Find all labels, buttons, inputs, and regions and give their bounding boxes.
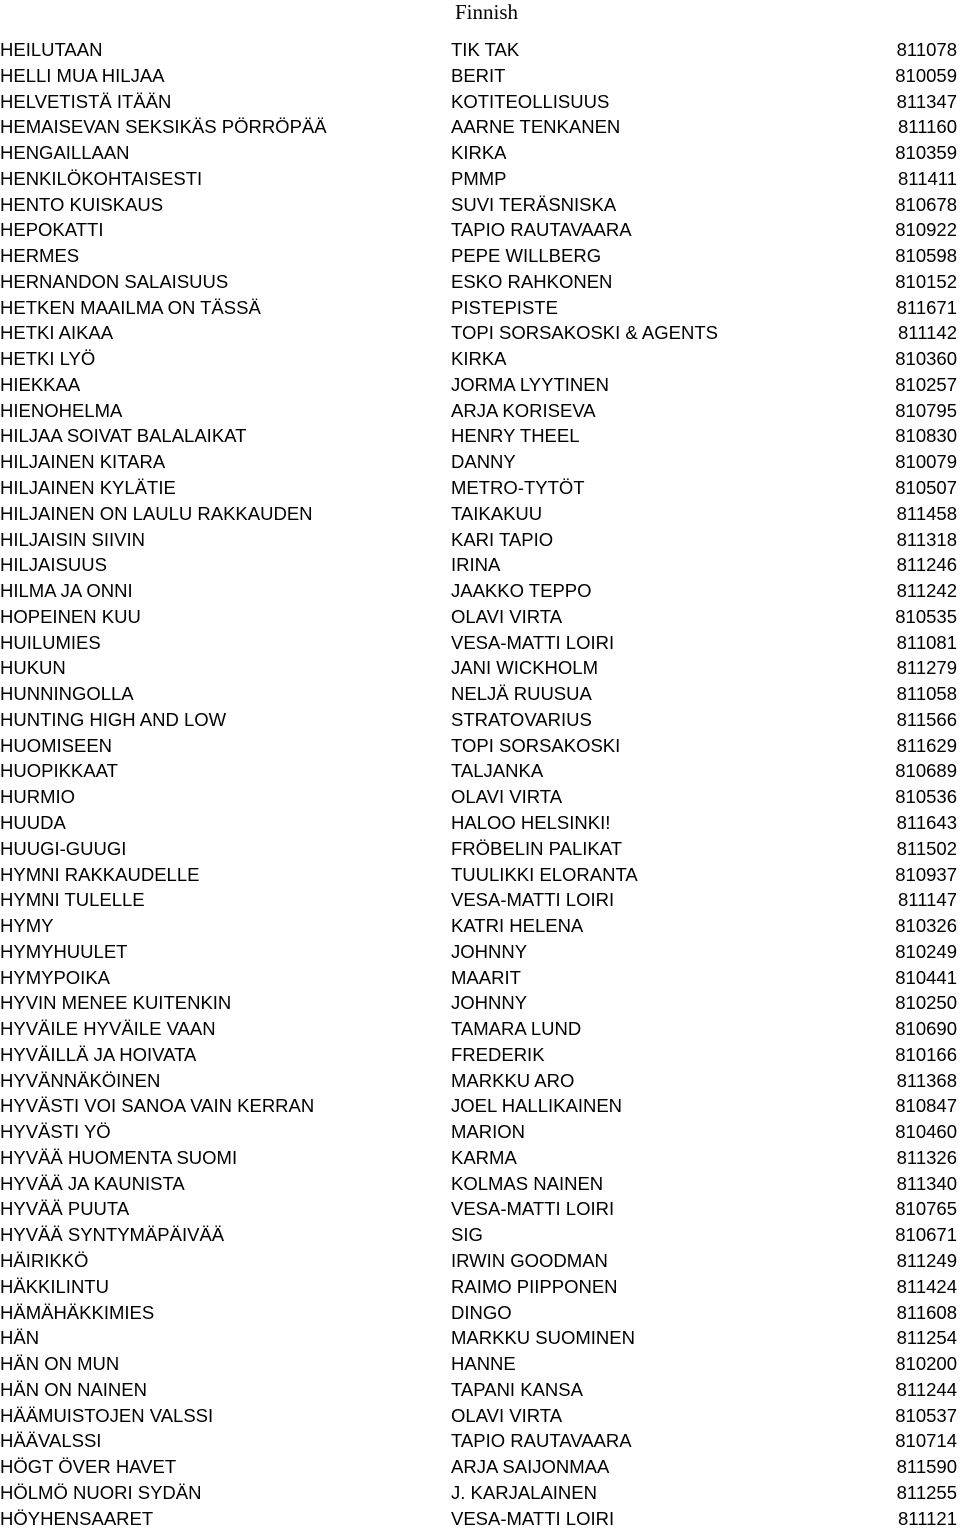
song-row [0, 1068, 960, 1094]
song-title: HYVÄÄ JA KAUNISTA [0, 1172, 185, 1194]
song-artist: MARKKU ARO [451, 1069, 575, 1091]
song-code: 810598 [895, 245, 957, 267]
song-artist: SUVI TERÄSNISKA [451, 193, 617, 215]
song-title: HYMYPOIKA [0, 966, 110, 988]
song-title: HÄKKILINTU [0, 1275, 109, 1297]
song-artist: KARI TAPIO [451, 528, 554, 550]
page-title: Finnish [454, 0, 519, 24]
song-row [0, 1480, 960, 1506]
song-code: 810200 [895, 1353, 957, 1375]
song-title: HEPOKATTI [0, 219, 104, 241]
song-row [0, 1274, 960, 1300]
song-code: 811326 [896, 1146, 957, 1168]
song-code: 810326 [895, 915, 957, 937]
song-row [0, 1171, 960, 1197]
song-row [0, 1325, 960, 1351]
song-title: HUKUN [0, 657, 66, 679]
song-artist: TIK TAK [451, 39, 520, 60]
song-artist: KIRKA [451, 348, 507, 370]
song-row [0, 1300, 960, 1326]
song-code: 811318 [896, 528, 957, 550]
song-title: HÄN ON MUN [0, 1353, 120, 1375]
song-code: 810460 [895, 1121, 957, 1143]
song-row [0, 1222, 960, 1248]
song-title: HIEKKAA [0, 373, 81, 395]
song-title: HETKEN MAAILMA ON TÄSSÄ [0, 296, 261, 318]
song-code: 811244 [896, 1378, 957, 1400]
song-code: 810507 [895, 477, 957, 499]
song-artist: IRWIN GOODMAN [451, 1249, 608, 1271]
song-artist: J. KARJALAINEN [451, 1481, 597, 1503]
song-title: HYVÄSTI VOI SANOA VAIN KERRAN [0, 1095, 315, 1117]
song-title: HYVÄÄ PUUTA [0, 1198, 130, 1220]
song-artist: NELJÄ RUUSUA [451, 683, 592, 705]
song-title: HÄN [0, 1327, 40, 1349]
song-row [0, 398, 960, 424]
song-row [0, 217, 960, 243]
song-code: 811458 [896, 502, 957, 524]
song-row [0, 939, 960, 965]
song-artist: HENRY THEEL [451, 425, 580, 447]
song-code: 811347 [896, 90, 957, 112]
song-code: 811160 [898, 116, 957, 138]
song-artist: VESA-MATTI LOIRI [451, 1198, 615, 1220]
song-code: 811242 [896, 580, 957, 602]
song-row [0, 1119, 960, 1145]
song-artist: FRÖBELIN PALIKAT [451, 837, 622, 859]
song-row [0, 604, 960, 630]
song-code: 810079 [895, 451, 957, 473]
song-artist: JOHNNY [451, 992, 528, 1014]
song-artist: SIG [451, 1224, 483, 1246]
song-title: HUNNINGOLLA [0, 683, 134, 705]
song-code: 810847 [895, 1095, 957, 1117]
song-title: HETKI AIKAA [0, 322, 114, 344]
song-title: HUOMISEEN [0, 734, 113, 756]
song-row [0, 1377, 960, 1403]
song-row [0, 630, 960, 656]
song-artist: JANI WICKHOLM [451, 657, 598, 679]
song-title: HYVÄÄ HUOMENTA SUOMI [0, 1146, 238, 1168]
song-row [0, 1454, 960, 1480]
song-artist: KARMA [451, 1146, 517, 1168]
song-row [0, 192, 960, 218]
song-artist: TAIKAKUU [451, 502, 543, 524]
song-row [0, 114, 960, 140]
song-title: HUILUMIES [0, 631, 101, 653]
song-row [0, 990, 960, 1016]
song-row [0, 578, 960, 604]
song-code: 811081 [896, 631, 957, 653]
song-code: 810671 [895, 1224, 957, 1246]
song-artist: JORMA LYYTINEN [451, 373, 609, 395]
song-title: HILJAINEN KITARA [0, 451, 166, 473]
song-title: HÖLMÖ NUORI SYDÄN [0, 1481, 202, 1503]
song-title: HELVETISTÄ ITÄÄN [0, 90, 172, 112]
song-title: HEILUTAAN [0, 39, 103, 60]
song-code: 810689 [895, 760, 957, 782]
song-artist: AARNE TENKANEN [451, 116, 621, 138]
song-title: HYMY [0, 915, 54, 937]
song-code: 810152 [895, 270, 957, 292]
song-code: 811121 [898, 1507, 957, 1529]
song-code: 810690 [895, 1018, 957, 1040]
song-code: 811255 [896, 1481, 957, 1503]
song-row [0, 707, 960, 733]
song-code: 810441 [895, 966, 957, 988]
song-row [0, 836, 960, 862]
song-title: HÄMÄHÄKKIMIES [0, 1301, 155, 1323]
song-code: 811590 [896, 1456, 957, 1478]
song-title: HUNTING HIGH AND LOW [0, 708, 227, 730]
song-row [0, 475, 960, 501]
song-row [0, 63, 960, 89]
song-row [0, 37, 960, 63]
song-title: HYVÄNNÄKÖINEN [0, 1069, 161, 1091]
song-code: 811249 [896, 1249, 957, 1271]
song-code: 810937 [895, 863, 957, 885]
song-artist: HALOO HELSINKI! [451, 811, 611, 833]
song-code: 810250 [895, 992, 957, 1014]
song-row [0, 423, 960, 449]
song-title: HYMYHUULET [0, 940, 128, 962]
song-title: HYMNI TULELLE [0, 889, 145, 911]
song-title: HIENOHELMA [0, 399, 123, 421]
song-title: HÄIRIKKÖ [0, 1249, 89, 1271]
song-row [0, 320, 960, 346]
song-artist: KOLMAS NAINEN [451, 1172, 604, 1194]
song-row [0, 166, 960, 192]
song-title: HYVÄÄ SYNTYMÄPÄIVÄÄ [0, 1224, 225, 1246]
song-row [0, 1428, 960, 1454]
song-title: HYVIN MENEE KUITENKIN [0, 992, 232, 1014]
song-artist: KATRI HELENA [451, 915, 584, 937]
song-title: HUUDA [0, 811, 66, 833]
song-row [0, 810, 960, 836]
song-title: HILJAISUUS [0, 554, 107, 576]
song-row [0, 552, 960, 578]
song-code: 811502 [896, 837, 957, 859]
song-row [0, 295, 960, 321]
song-code: 810678 [895, 193, 957, 215]
song-code: 811643 [896, 811, 957, 833]
song-row [0, 1042, 960, 1068]
song-artist: IRINA [451, 554, 501, 576]
song-title: HENKILÖKOHTAISESTI [0, 167, 203, 189]
song-title: HENGAILLAAN [0, 142, 130, 164]
song-code: 811424 [896, 1275, 957, 1297]
song-row [0, 346, 960, 372]
song-artist: PISTEPISTE [451, 296, 558, 318]
song-row [0, 913, 960, 939]
song-artist: VESA-MATTI LOIRI [451, 1507, 615, 1529]
song-artist: KOTITEOLLISUUS [451, 90, 610, 112]
song-code: 810922 [895, 219, 957, 241]
song-artist: ARJA KORISEVA [451, 399, 596, 421]
song-code: 810537 [895, 1404, 957, 1426]
song-artist: JAAKKO TEPPO [451, 580, 592, 602]
song-code: 810359 [895, 142, 957, 164]
song-artist: TOPI SORSAKOSKI [451, 734, 621, 756]
song-row [0, 965, 960, 991]
song-title: HUOPIKKAAT [0, 760, 118, 782]
song-row [0, 1016, 960, 1042]
song-title: HILJAISIN SIIVIN [0, 528, 145, 550]
song-title: HYVÄSTI YÖ [0, 1121, 111, 1143]
song-code: 810714 [895, 1430, 957, 1452]
song-artist: JOEL HALLIKAINEN [451, 1095, 623, 1117]
song-artist: TAMARA LUND [451, 1018, 582, 1040]
song-artist: TUULIKKI ELORANTA [451, 863, 638, 885]
song-code: 810166 [895, 1043, 957, 1065]
song-artist: OLAVI VIRTA [451, 786, 563, 808]
song-title: HILJAA SOIVAT BALALAIKAT [0, 425, 247, 447]
song-title: HYMNI RAKKAUDELLE [0, 863, 200, 885]
song-row [0, 681, 960, 707]
song-artist: TAPIO RAUTAVAARA [451, 219, 632, 241]
song-code: 811340 [896, 1172, 957, 1194]
song-code: 811078 [896, 39, 957, 60]
song-artist: OLAVI VIRTA [451, 1404, 563, 1426]
song-code: 810536 [895, 786, 957, 808]
song-title: HUUGI-GUUGI [0, 837, 127, 859]
song-title: HYVÄILLÄ JA HOIVATA [0, 1043, 197, 1065]
song-row [0, 862, 960, 888]
song-row [0, 1196, 960, 1222]
song-title: HOPEINEN KUU [0, 605, 141, 627]
song-code: 810535 [895, 605, 957, 627]
song-row [0, 243, 960, 269]
song-artist: KIRKA [451, 142, 507, 164]
song-title: HELLI MUA HILJAA [0, 64, 165, 86]
song-artist: PMMP [451, 167, 507, 189]
song-code: 810830 [895, 425, 957, 447]
song-code: 811279 [896, 657, 957, 679]
song-code: 811368 [896, 1069, 957, 1091]
song-artist: MARION [451, 1121, 525, 1143]
song-row [0, 449, 960, 475]
song-code: 810249 [895, 940, 957, 962]
song-code: 811147 [898, 889, 957, 911]
song-row [0, 733, 960, 759]
song-code: 811246 [896, 554, 957, 576]
song-row [0, 1403, 960, 1429]
song-title: HERMES [0, 245, 80, 267]
song-artist: TALJANKA [451, 760, 544, 782]
song-code: 811142 [898, 322, 957, 344]
song-row [0, 1145, 960, 1171]
song-code: 811608 [896, 1301, 957, 1323]
song-title: HILMA JA ONNI [0, 580, 133, 602]
song-title: HETKI LYÖ [0, 348, 96, 370]
song-artist: STRATOVARIUS [451, 708, 592, 730]
song-row [0, 655, 960, 681]
song-code: 811566 [896, 708, 957, 730]
song-code: 811629 [896, 734, 957, 756]
song-code: 811671 [896, 296, 957, 318]
song-code: 810765 [895, 1198, 957, 1220]
song-artist: METRO-TYTÖT [451, 477, 585, 499]
song-artist: VESA-MATTI LOIRI [451, 631, 615, 653]
song-row [0, 1351, 960, 1377]
song-code: 811254 [896, 1327, 957, 1349]
song-artist: OLAVI VIRTA [451, 605, 563, 627]
song-artist: RAIMO PIIPPONEN [451, 1275, 618, 1297]
song-row [0, 501, 960, 527]
song-row [0, 372, 960, 398]
song-artist: MAARIT [451, 966, 521, 988]
song-title: HILJAINEN ON LAULU RAKKAUDEN [0, 502, 313, 524]
song-artist: TAPANI KANSA [451, 1378, 583, 1400]
song-artist: DINGO [451, 1301, 512, 1323]
song-artist: MARKKU SUOMINEN [451, 1327, 635, 1349]
song-artist: DANNY [451, 451, 516, 473]
song-title: HERNANDON SALAISUUS [0, 270, 229, 292]
song-row [0, 784, 960, 810]
song-title: HILJAINEN KYLÄTIE [0, 477, 176, 499]
song-title: HÖYHENSAARET [0, 1507, 154, 1529]
song-row [0, 140, 960, 166]
song-artist: ESKO RAHKONEN [451, 270, 613, 292]
song-artist: ARJA SAIJONMAA [451, 1456, 610, 1478]
song-code: 810059 [895, 64, 957, 86]
song-row [0, 758, 960, 784]
song-code: 810257 [895, 373, 957, 395]
song-list [0, 37, 960, 1531]
song-row [0, 1248, 960, 1274]
song-artist: BERIT [451, 64, 506, 86]
song-code: 811411 [898, 167, 957, 189]
song-artist: TAPIO RAUTAVAARA [451, 1430, 632, 1452]
song-title: HURMIO [0, 786, 76, 808]
song-artist: VESA-MATTI LOIRI [451, 889, 615, 911]
song-row [0, 1093, 960, 1119]
song-title: HEMAISEVAN SEKSIKÄS PÖRRÖPÄÄ [0, 116, 327, 138]
song-title: HÄÄMUISTOJEN VALSSI [0, 1404, 214, 1426]
song-code: 811058 [896, 683, 957, 705]
song-artist: TOPI SORSAKOSKI & AGENTS [451, 322, 718, 344]
song-code: 810360 [895, 348, 957, 370]
song-title: HYVÄILE HYVÄILE VAAN [0, 1018, 216, 1040]
song-row [0, 89, 960, 115]
song-title: HÖGT ÖVER HAVET [0, 1456, 177, 1478]
song-title: HÄN ON NAINEN [0, 1378, 147, 1400]
song-title: HÄÄVALSSI [0, 1430, 102, 1452]
song-artist: FREDERIK [451, 1043, 545, 1065]
song-artist: HANNE [451, 1353, 516, 1375]
song-title: HENTO KUISKAUS [0, 193, 164, 215]
song-artist: PEPE WILLBERG [451, 245, 602, 267]
song-row [0, 1506, 960, 1531]
song-row [0, 887, 960, 913]
song-row [0, 269, 960, 295]
song-row [0, 527, 960, 553]
song-code: 810795 [895, 399, 957, 421]
song-artist: JOHNNY [451, 940, 528, 962]
